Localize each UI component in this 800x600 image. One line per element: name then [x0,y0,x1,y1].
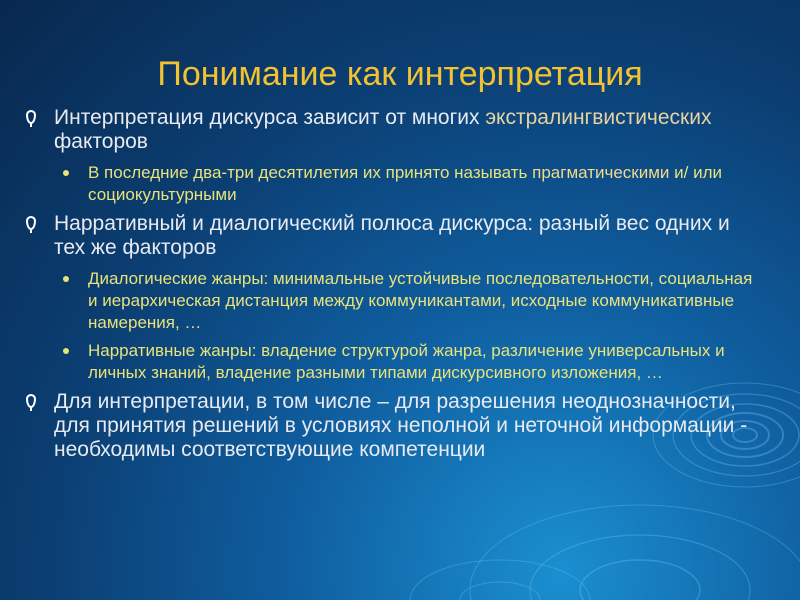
bullet-text: Нарративный и диалогический полюса дискурса: разный вес одних и тех же факторов [54,212,730,259]
bullet-text: факторов [54,130,148,153]
hollow-drop-bullet-icon [26,216,36,230]
sub-bullet-item [22,162,762,206]
dot-bullet-icon [63,170,69,176]
sub-bullet-item [22,268,762,334]
bullet-text: Для интерпретации, в том числе – для разрешения неоднозначности, для принятия решений в условиях неполной и неточной информации - необходимы соответствующие компетенции [54,390,748,461]
hollow-drop-bullet-icon [26,110,36,124]
bullet-text: Интерпретация дискурса зависит от многих [54,106,486,129]
sub-bullet-item [22,340,762,384]
bullet-text-highlight: экстралингвистических [485,106,712,129]
sub-bullet-text: Нарративные жанры: владение структурой жанра, различение универсальных и личных знаний, владение разными типами дискурсивного изложения, … [88,341,725,382]
sub-bullet-text-highlight: прагматическими [532,163,670,182]
sub-bullet-text: Диалогические жанры: минимальные устойчивые последовательности, социальная и иерархическая дистанция между коммуникантами, исходные коммуникативные намерения, … [88,269,753,332]
bullet-item [22,390,762,462]
hollow-drop-bullet-icon [26,394,36,408]
dot-bullet-icon [63,276,69,282]
bullet-item [22,212,762,260]
sub-bullet-text: В последние два-три десятилетия их принято называть [88,163,533,182]
bullet-item [22,106,762,154]
dot-bullet-icon [63,348,69,354]
sub-bullet-text: и/ или социокультурными [88,163,722,204]
slide-title: Понимание как интерпретация [157,54,643,93]
bullet-list [22,106,762,470]
